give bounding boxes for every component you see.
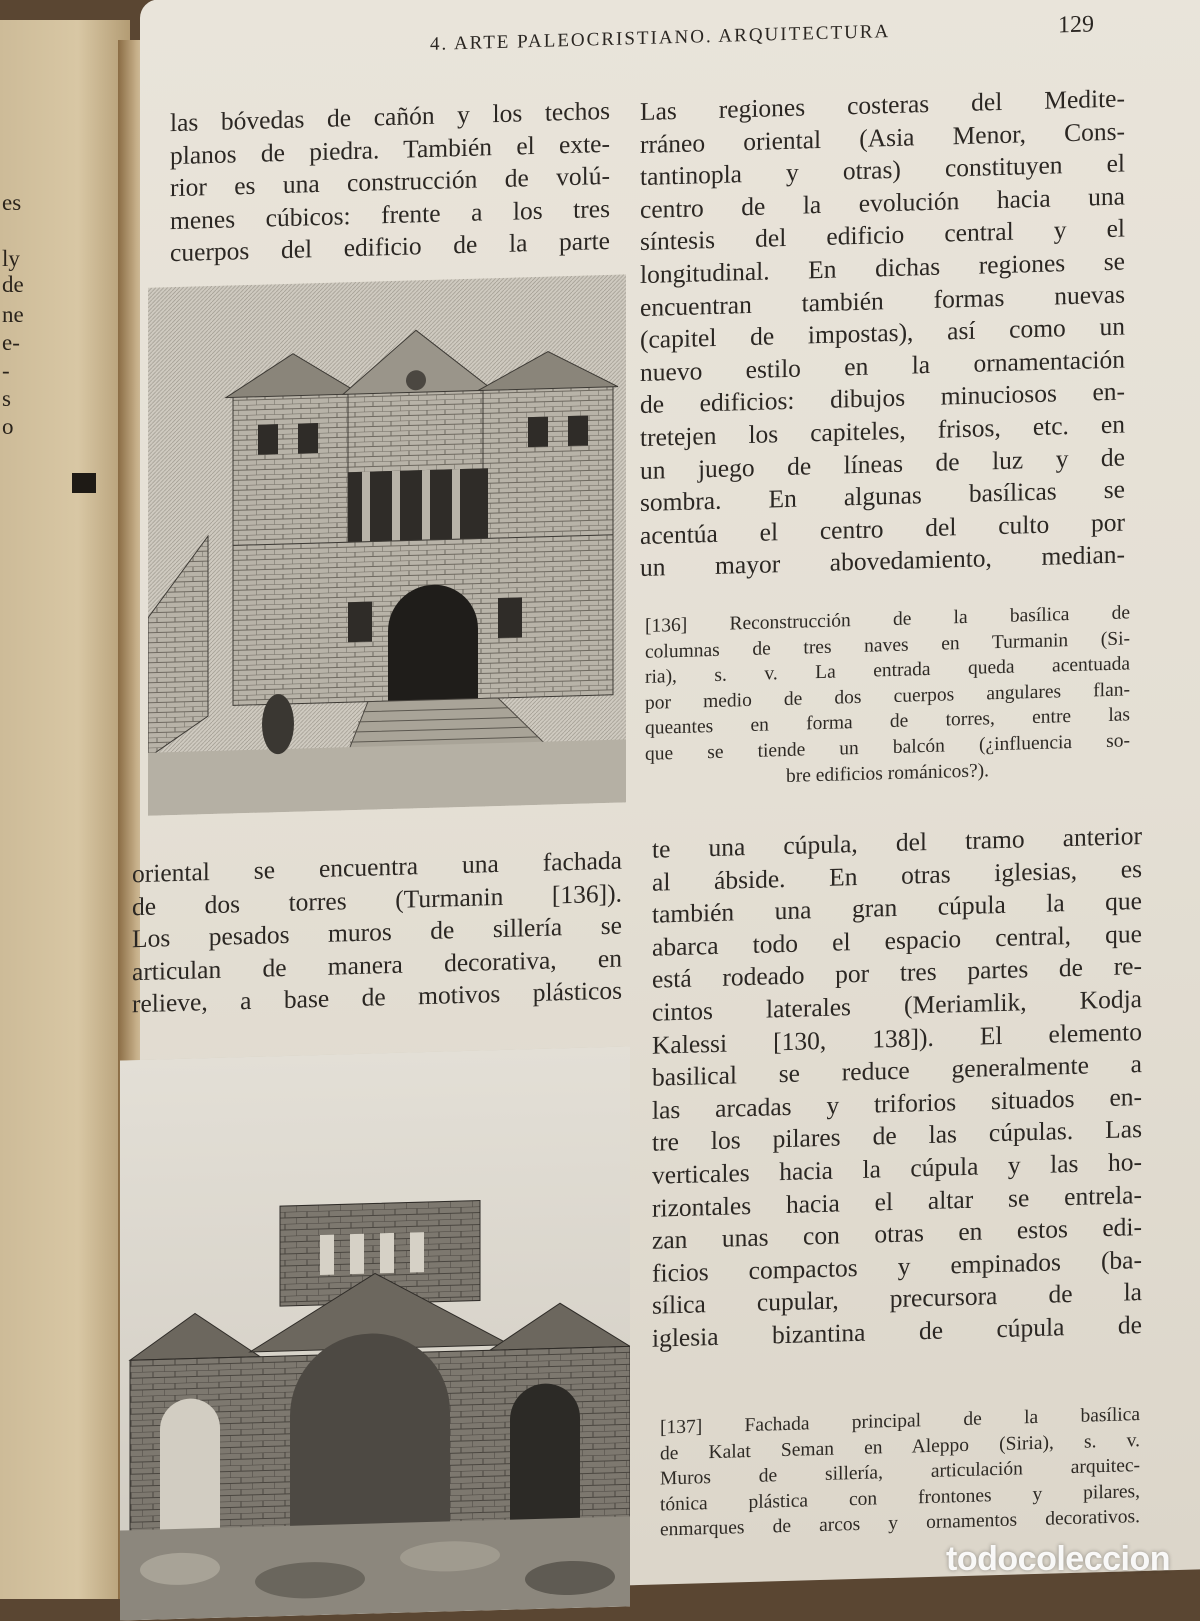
running-header: 4. ARTE PALEOCRISTIANO. ARQUITECTURA [430,21,891,55]
text-line: menes cúbicos: frente a los tres [170,193,610,235]
left-page-fragment: ly [2,246,20,271]
figure-137-photo [120,1046,630,1620]
page-number: 129 [1058,11,1094,39]
text-line: tretejen los capiteles, frisos, etc. en [640,409,1125,452]
text-line: un juego de líneas de luz y de [640,442,1125,485]
text-line: tantinopla y otras) constituyen el [640,148,1125,192]
text-line: rior es una construcción de volú- [170,161,610,203]
left-page-edge [0,20,130,1599]
text-line: al ábside. En otras iglesias, es [652,853,1142,897]
text-line: rizontales hacia el altar se entrela- [652,1179,1142,1223]
book-page [132,0,1200,1599]
text-column-left-top [170,95,610,270]
left-page-fragment: - [2,358,10,383]
text-line: [136] Reconstrucción de la basílica de [645,602,1130,637]
left-page-fragment: s [2,386,11,411]
caption-figure-137 [660,1402,1140,1543]
text-line: nuevo estilo en la ornamentación [640,344,1125,387]
text-line: un mayor abovedamiento, median- [640,539,1125,583]
text-line: sílica cupular, precursora de la [652,1277,1142,1321]
text-line: sombra. En algunas basílicas se [640,474,1125,518]
left-page-fragment: e- [2,330,20,355]
text-line: abarca todo el espacio central, que [652,918,1142,962]
text-line: ria), s. v. La entrada queda acentuada [645,653,1130,689]
text-line: Los pesados muros de sillería se [132,910,622,954]
text-line: longitudinal. En dichas regiones se [640,246,1125,290]
left-page-fragment: o [2,414,14,439]
text-line: basilical se reduce generalmente a [652,1049,1142,1092]
text-line: [137] Fachada principal de la basílica [660,1404,1140,1439]
watermark-logo: todocoleccion [946,1540,1170,1578]
text-line: articulan de manera decorativa, en [132,943,622,987]
text-line: acentúa el centro del culto por [640,507,1125,550]
text-line: (capitel de impostas), así como un [640,311,1125,355]
text-line: que se tiende un balcón (¿influencia so- [645,730,1130,765]
text-line: las arcadas y triforios situados en- [652,1081,1142,1125]
text-column-left-middle [132,845,622,1022]
text-line: centro de la evolución hacia una [640,181,1125,224]
text-column-right-bottom [652,820,1142,1355]
text-line: rráneo oriental (Asia Menor, Cons- [640,116,1125,159]
text-line: zan unas con otras en estos edi- [652,1212,1142,1255]
text-line: relieve, a base de motivos plásticos [132,975,622,1019]
text-line: Kalessi [130, 138]). El elemento [652,1016,1142,1060]
text-line: de Kalat Seman en Aleppo (Siria), s. v. [660,1429,1140,1465]
text-line: de dos torres (Turmanin [136]). [132,878,622,921]
text-line: oriental se encuentra una fachada [132,845,622,889]
text-line: tónica plástica con frontones y pilares, [660,1480,1140,1516]
text-line: iglesia bizantina de cúpula de [652,1309,1142,1353]
text-line: cuerpos del edificio de la parte [170,226,610,268]
text-line: columnas de tres naves en Turmanin (Si- [645,627,1130,663]
text-line: bre edificios románicos?). [785,759,990,787]
kalat-seman-ruins-photo [120,1046,630,1620]
left-page-fragment: ne [2,302,24,327]
text-line: cintos laterales (Meriamlik, Kodja [652,983,1142,1027]
page-tab-marker [72,473,96,493]
text-line: encuentran también formas nuevas [640,279,1125,322]
text-line: las bóvedas de cañón y los techos [170,95,610,138]
text-line: enmarques de arcos y ornamentos decorativos. [660,1506,1140,1541]
text-line: Muros de sillería, articulación arquitec- [660,1455,1140,1490]
left-page-fragment: de [2,272,24,297]
text-line: planos de piedra. También el exte- [170,128,610,170]
text-line: ficios compactos y empinados (ba- [652,1244,1142,1288]
text-line: verticales hacia la cúpula y las ho- [652,1146,1142,1190]
text-line: te una cúpula, del tramo anterior [652,821,1142,864]
text-line: síntesis del edificio central y el [640,213,1125,257]
text-column-right-top [640,82,1125,584]
text-line: de edificios: dibujos minuciosos en- [640,376,1125,420]
text-line: queantes en forma de torres, entre las [645,704,1130,740]
figure-136-illustration [148,274,626,815]
text-line: está rodeado por tres partes de re- [652,951,1142,995]
text-line: por medio de dos cuerpos angulares flan- [645,679,1130,714]
text-line: Las regiones costeras del Medite- [640,83,1125,127]
left-page-fragment: es [2,190,22,215]
text-line: tre los pilares de las cúpulas. Las [652,1114,1142,1158]
caption-figure-136 [645,600,1130,793]
basilica-turmanin-drawing [148,274,626,815]
text-line: también una gran cúpula la que [652,886,1142,929]
